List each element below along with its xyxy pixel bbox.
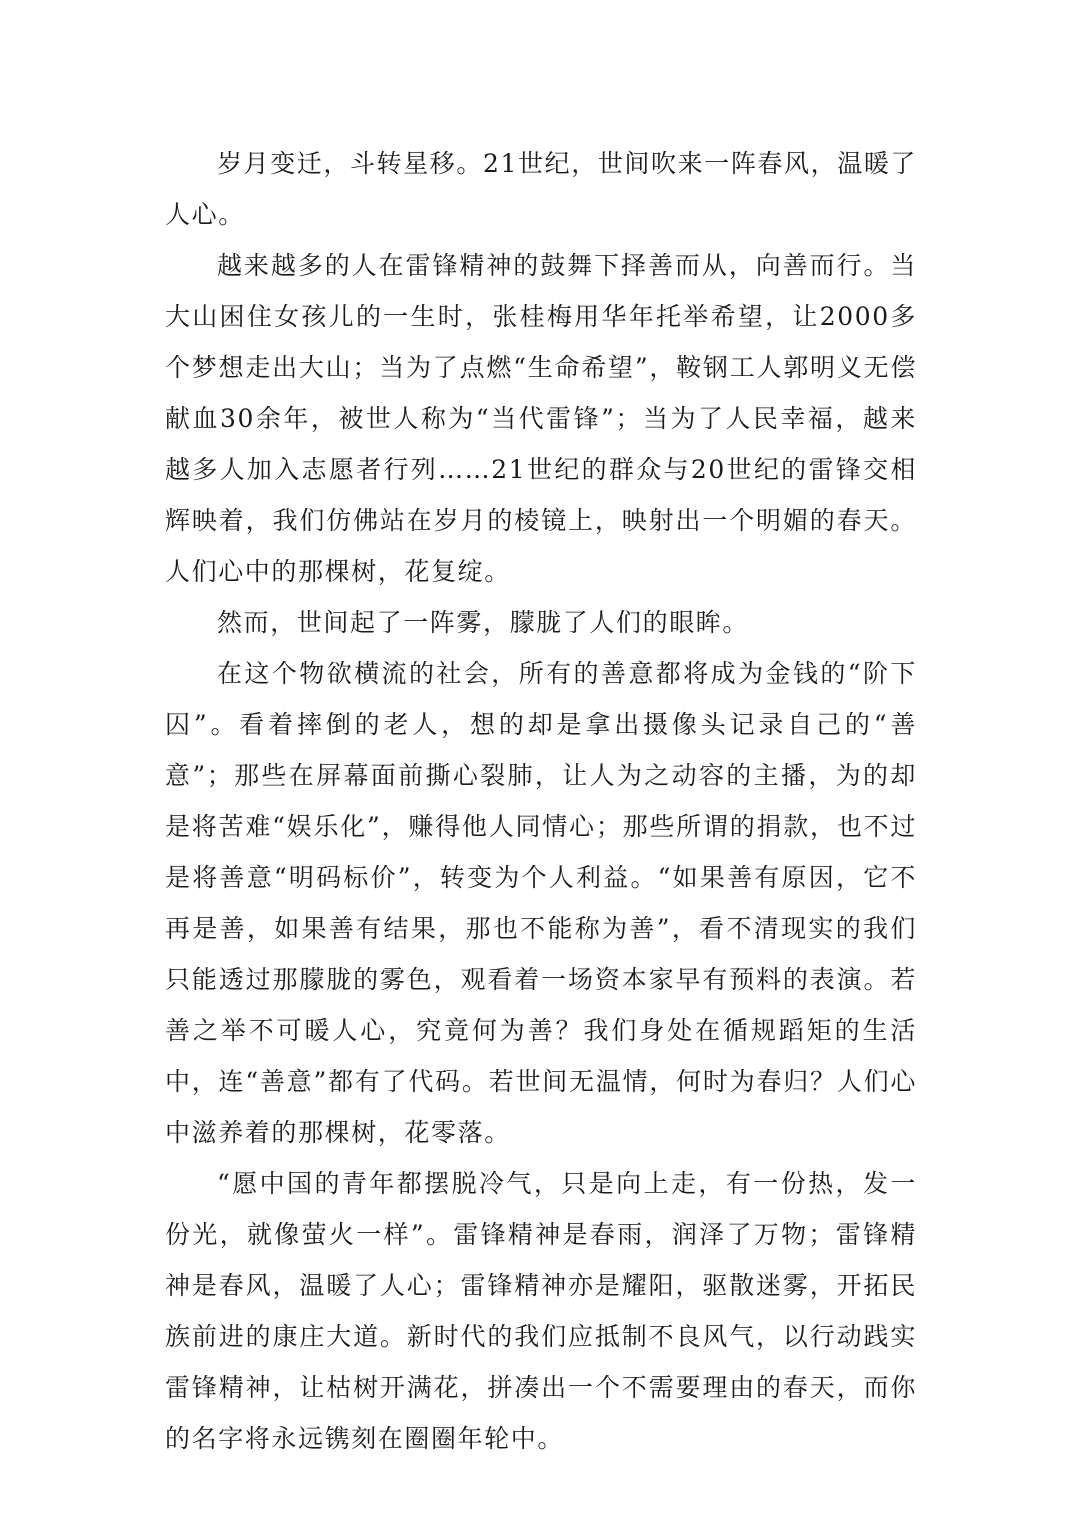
paragraph-conclusion: “愿中国的青年都摆脱冷气，只是向上走，有一份热，发一份光，就像萤火一样”。雷锋精神是春雨，润泽了万物；雷锋精神是春风，温暖了人心；雷锋精神亦是耀阳，驱散迷雾，开拓民族前进的康庄大道。新时代的我们应抵制不良风气，以行动践实雷锋精神，让枯树开满花，拼凑出一个不需要理由的春天，而你的名字将永远镌刻在圈圈年轮中。 (165, 1169, 917, 1453)
paragraph-kindness-priced: 在这个物欲横流的社会，所有的善意都将成为金钱的“阶下囚”。看着摔倒的老人，想的却是拿出摄像头记录自己的“善意”；那些在屏幕面前撕心裂肺，让人为之动容的主播，为的却是将苦难“娱乐化”，赚得他人同情心；那些所谓的捐款，也不过是将善意“明码标价”，转变为个人利益。“如果善有原因，它不再是善，如果善有结果，那也不能称为善”，看不清现实的我们只能透过那朦胧的雾色，观看着一场资本家早有预料的表演。若善之举不可暖人心，究竟何为善？我们身处在循规蹈矩的生活中，连“善意”都有了代码。若世间无温情，何时为春归？人们心中滋养着的那棵树，花零落。 (165, 659, 917, 1147)
article-body (165, 138, 917, 1464)
paragraph-spring-breeze: 岁月变迁，斗转星移。21世纪，世间吹来一阵春风，温暖了人心。 (165, 149, 918, 229)
paragraph-fog: 然而，世间起了一阵雾，朦胧了人们的眼眸。 (217, 608, 750, 637)
paragraph-lei-feng-spirit: 越来越多的人在雷锋精神的鼓舞下择善而从，向善而行。当大山困住女孩儿的一生时，张桂梅用华年托举希望，让2000多个梦想走出大山；当为了点燃“生命希望”，鞍钢工人郭明义无偿献血30余年，被世人称为“当代雷锋”；当为了人民幸福，越来越多人加入志愿者行列……21世纪的群众与20世纪的雷锋交相辉映着，我们仿佛站在岁月的棱镜上，映射出一个明媚的春天。人们心中的那棵树，花复绽。 (165, 251, 917, 586)
